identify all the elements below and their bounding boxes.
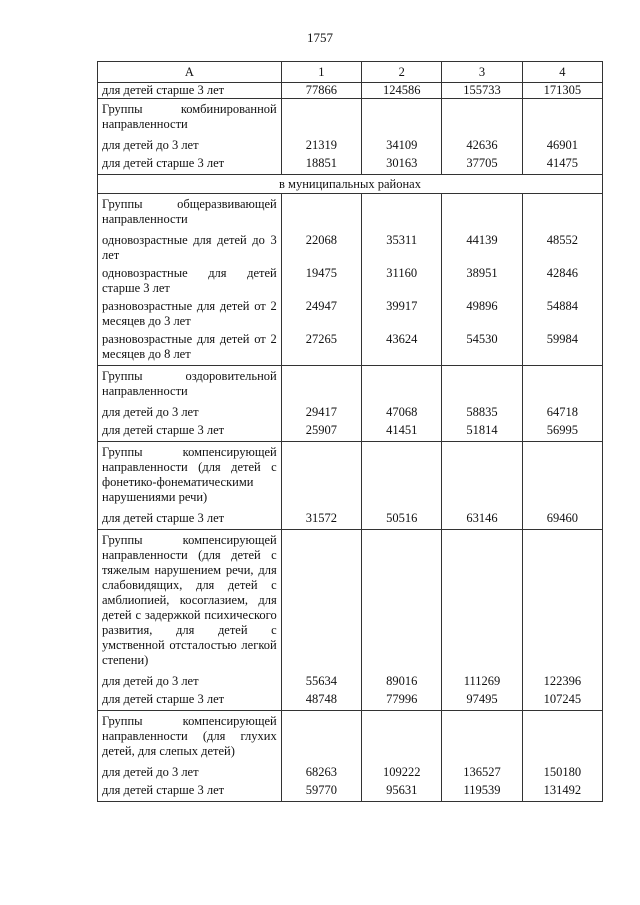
cell-value: 171305 (522, 83, 602, 99)
group-title: Группы компенсирующей направленности (для детей с тяжелым нарушением речи, для слабовидящих, для детей с амблиопией, косоглазием, для детей с задержкой психического развития, для детей с умственной отсталостью легкой степени) (98, 530, 282, 672)
cell-value: 122396 (522, 671, 602, 689)
group-title: Группы комбинированной направленности (98, 99, 282, 136)
col-header: 3 (442, 62, 522, 83)
cell-value: 58835 (442, 402, 522, 420)
cell-value: 48748 (281, 689, 361, 711)
table-row (98, 402, 603, 420)
group-title: Группы компенсирующей направленности (для глухих детей, для слепых детей) (98, 711, 282, 763)
cell-value: 41475 (522, 153, 602, 175)
group-title-row (98, 711, 603, 763)
cell-value: 18851 (281, 153, 361, 175)
row-label: разновозрастные для детей от 2 месяцев до 8 лет (98, 329, 282, 366)
cell-value: 64718 (522, 402, 602, 420)
table-row (98, 135, 603, 153)
table-row (98, 762, 603, 780)
cell-value: 41451 (362, 420, 442, 442)
row-label: одновозрастные для детей до 3 лет (98, 230, 282, 263)
page-number: 1757 (307, 30, 333, 45)
cell-value: 54884 (522, 296, 602, 329)
cell-value: 46901 (522, 135, 602, 153)
cell-value: 42636 (442, 135, 522, 153)
row-label: для детей до 3 лет (98, 762, 282, 780)
table-row (98, 508, 603, 530)
cell-value: 54530 (442, 329, 522, 366)
cell-value: 55634 (281, 671, 361, 689)
row-label: для детей старше 3 лет (98, 508, 282, 530)
group-title-row (98, 442, 603, 509)
cell-value: 97495 (442, 689, 522, 711)
header-row (98, 62, 603, 83)
col-header: 4 (522, 62, 602, 83)
table-row (98, 296, 603, 329)
cell-value: 136527 (442, 762, 522, 780)
cell-value: 56995 (522, 420, 602, 442)
cell-value: 95631 (362, 780, 442, 802)
row-label: разновозрастные для детей от 2 месяцев до 3 лет (98, 296, 282, 329)
cell-value: 59984 (522, 329, 602, 366)
table-row (98, 780, 603, 802)
row-label: для детей до 3 лет (98, 671, 282, 689)
section-row (98, 175, 603, 194)
cell-value: 43624 (362, 329, 442, 366)
cell-value: 119539 (442, 780, 522, 802)
row-label: для детей старше 3 лет (98, 83, 282, 99)
cell-value: 59770 (281, 780, 361, 802)
cell-value: 39917 (362, 296, 442, 329)
cell-value: 77996 (362, 689, 442, 711)
cell-value: 109222 (362, 762, 442, 780)
cell-value: 27265 (281, 329, 361, 366)
table-row (98, 263, 603, 296)
cell-value: 111269 (442, 671, 522, 689)
row-label: для детей старше 3 лет (98, 420, 282, 442)
cell-value: 22068 (281, 230, 361, 263)
cell-value: 21319 (281, 135, 361, 153)
table-row (98, 83, 603, 99)
table-row (98, 689, 603, 711)
table-row (98, 329, 603, 366)
row-label: для детей старше 3 лет (98, 780, 282, 802)
cell-value: 63146 (442, 508, 522, 530)
tariff-table (97, 61, 603, 802)
group-title-row (98, 99, 603, 136)
cell-value: 107245 (522, 689, 602, 711)
cell-value: 30163 (362, 153, 442, 175)
cell-value: 42846 (522, 263, 602, 296)
row-label: для детей старше 3 лет (98, 153, 282, 175)
cell-value: 48552 (522, 230, 602, 263)
col-header: 1 (281, 62, 361, 83)
cell-value: 31572 (281, 508, 361, 530)
cell-value: 77866 (281, 83, 361, 99)
cell-value: 38951 (442, 263, 522, 296)
row-label: для детей до 3 лет (98, 402, 282, 420)
cell-value: 24947 (281, 296, 361, 329)
table-row (98, 230, 603, 263)
table-row (98, 671, 603, 689)
row-label: одновозрастные для детей старше 3 лет (98, 263, 282, 296)
group-title: Группы компенсирующей направленности (для детей с фонетико-фонематическими нарушениями речи) (98, 442, 282, 509)
cell-value: 155733 (442, 83, 522, 99)
group-title-row (98, 366, 603, 403)
cell-value: 131492 (522, 780, 602, 802)
group-title-row (98, 530, 603, 672)
cell-value: 51814 (442, 420, 522, 442)
group-title-row (98, 194, 603, 231)
cell-value: 37705 (442, 153, 522, 175)
table-row (98, 153, 603, 175)
cell-value: 25907 (281, 420, 361, 442)
group-title: Группы общеразвивающей направленности (98, 194, 282, 231)
group-title: Группы оздоровительной направленности (98, 366, 282, 403)
col-header: A (98, 62, 282, 83)
cell-value: 150180 (522, 762, 602, 780)
cell-value: 49896 (442, 296, 522, 329)
cell-value: 31160 (362, 263, 442, 296)
cell-value: 50516 (362, 508, 442, 530)
cell-value: 34109 (362, 135, 442, 153)
cell-value: 68263 (281, 762, 361, 780)
cell-value: 29417 (281, 402, 361, 420)
cell-value: 124586 (362, 83, 442, 99)
cell-value: 19475 (281, 263, 361, 296)
table-row (98, 420, 603, 442)
section-title: в муниципальных районах (98, 175, 603, 194)
cell-value: 89016 (362, 671, 442, 689)
cell-value: 44139 (442, 230, 522, 263)
col-header: 2 (362, 62, 442, 83)
cell-value: 69460 (522, 508, 602, 530)
cell-value: 35311 (362, 230, 442, 263)
row-label: для детей до 3 лет (98, 135, 282, 153)
row-label: для детей старше 3 лет (98, 689, 282, 711)
cell-value: 47068 (362, 402, 442, 420)
